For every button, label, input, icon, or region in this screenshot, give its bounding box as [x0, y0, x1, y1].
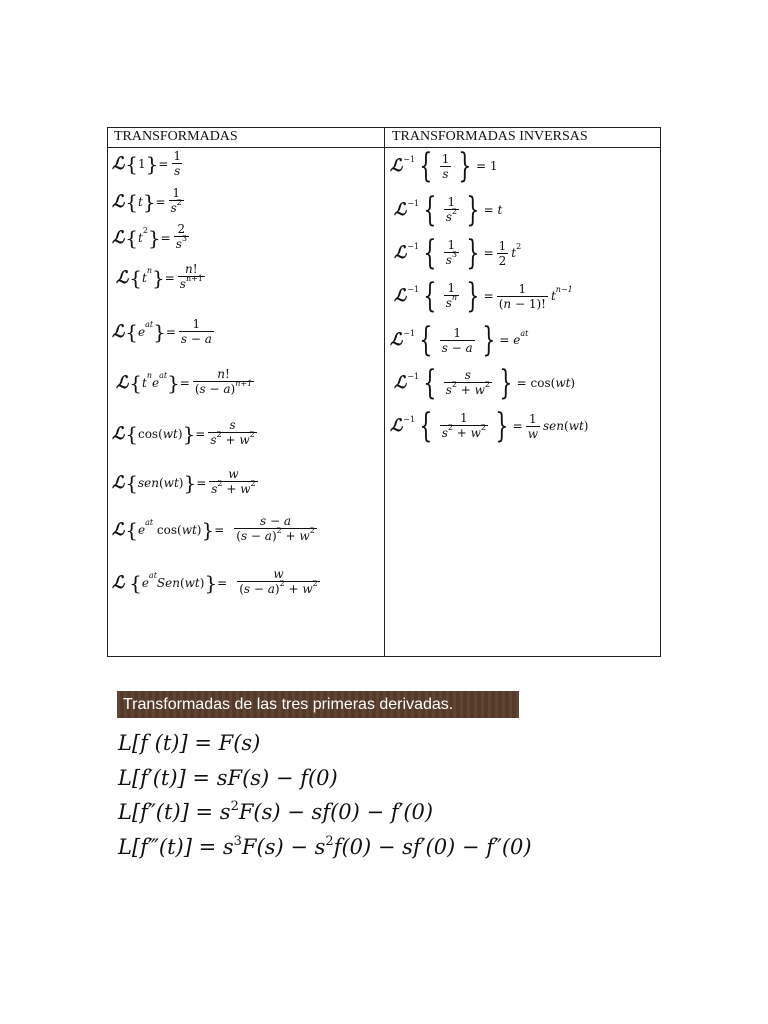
header-transformadas: TRANSFORMADAS — [114, 129, 238, 144]
derivative-0: L[f (t)] = F(s) — [118, 731, 261, 755]
transform-1: ℒ { 1 } = 1 s — [112, 149, 182, 178]
inverse-t: ℒ −1 { 1 $s^2$ } = t — [394, 190, 503, 230]
transform-sen: ℒ { sen ( wt ) } = w $s^2 + w^2$ — [112, 467, 256, 496]
transform-tn: ℒ { t n } = n! $s^{n+1}$ — [116, 262, 203, 291]
derivative-1: L[f′(t)] = sF(s) − f(0) — [118, 766, 338, 790]
transform-exp-sen: ℒ { e at Sen ( wt ) } = w $(s - a)^2 + w^2$ — [112, 567, 318, 596]
transform-exp: ℒ { e at } = 1 s − a — [112, 317, 212, 346]
inverse-cos: ℒ −1 { s $s^2 + w^2$ } = cos( wt ) — [394, 363, 576, 403]
inverse-tn: ℒ −1 { 1 $s^n$ } = 1 (n − 1)! t n−1 — [394, 276, 573, 316]
inverse-exp: ℒ −1 { 1 s − a } = e at — [390, 320, 529, 360]
transform-t2: ℒ { t 2 } = 2 $s^3$ — [112, 222, 187, 251]
inverse-sen: ℒ −1 { 1 $s^2 + w^2$ } = 1 w sen ( wt ) — [390, 406, 589, 446]
transform-exp-cos: ℒ { e at cos( wt ) } = s − a $(s - a)^2 + w^2$ — [112, 514, 315, 543]
derivative-2: $L[f''(t)] = s^2F(s) - sf(0) - f'(0)$ — [118, 799, 434, 824]
header-transformadas-inversas: TRANSFORMADAS INVERSAS — [392, 129, 588, 144]
transform-cos: ℒ { cos( wt ) } = s $s^2 + w^2$ — [112, 418, 255, 447]
inverse-t2: ℒ −1 { 1 $s^3$ } = 1 2 t 2 — [394, 233, 522, 273]
column-divider — [384, 128, 385, 656]
transform-tn-exp: ℒ { t n e at } = n! $(s - a)^{n+1}$ — [116, 367, 253, 396]
transform-t: ℒ { t } = 1 $s^2$ — [112, 186, 182, 215]
derivative-3: L[f‴(t)] = $s^3F(s) - s^2f(0) - sf'(0) - f''(0)$ — [118, 834, 532, 859]
inverse-1: ℒ −1 { 1 s } = 1 — [390, 146, 498, 186]
derivatives-banner: Transformadas de las tres primeras derivadas. — [117, 691, 519, 718]
